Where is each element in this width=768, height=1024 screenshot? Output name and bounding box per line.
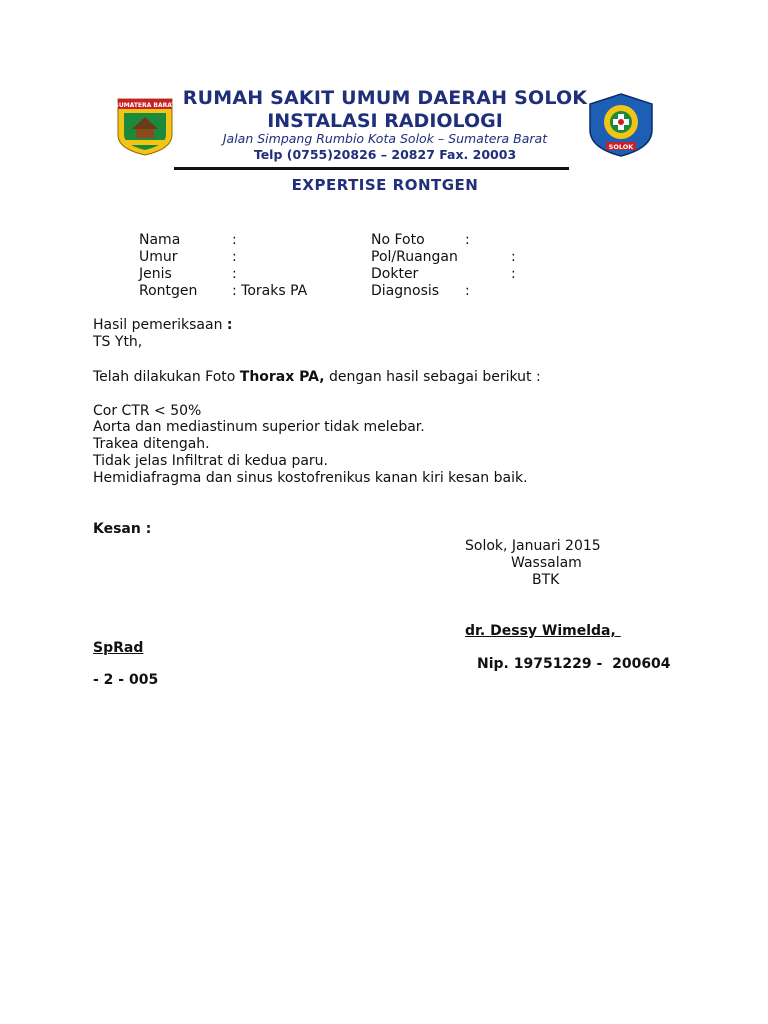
- finding-line: Cor CTR < 50%: [93, 403, 202, 419]
- pol-ruangan-label: Pol/Ruangan: [371, 249, 458, 265]
- right-logo-text: SOLOK: [608, 143, 634, 151]
- nama-label: Nama: [139, 232, 181, 248]
- hasil-pemeriksaan: [93, 317, 233, 333]
- greeting: TS Yth,: [93, 334, 143, 350]
- installation-name: INSTALASI RADIOLOGI: [267, 110, 503, 132]
- nama-separator: :: [232, 232, 237, 248]
- rontgen-label: Rontgen: [139, 283, 198, 299]
- closing: Wassalam: [511, 555, 582, 571]
- diagnosis-separator: :: [465, 283, 470, 299]
- hasil-colon: :: [226, 317, 233, 333]
- header-divider: [174, 167, 569, 170]
- jenis-separator: :: [232, 266, 237, 282]
- finding-line: Aorta dan mediastinum superior tidak melebar.: [93, 419, 425, 435]
- no-foto-label: No Foto: [371, 232, 425, 248]
- document-title: EXPERTISE RONTGEN: [291, 176, 479, 194]
- diagnosis-label: Diagnosis: [371, 283, 440, 299]
- rontgen-value: : Toraks PA: [232, 283, 308, 299]
- umur-separator: :: [232, 249, 237, 265]
- finding-line: Tidak jelas Infiltrat di kedua paru.: [93, 453, 329, 469]
- left-logo-text: SUMATERA BARAT: [114, 102, 176, 109]
- dokter-separator: :: [511, 266, 516, 282]
- doctor-title: SpRad: [93, 640, 144, 656]
- doctor-name: dr. Dessy Wimelda,: [465, 623, 621, 639]
- intro-line: [93, 369, 541, 385]
- kesan-label: Kesan :: [93, 521, 152, 537]
- hospital-phone: Telp (0755)20826 – 20827 Fax. 20003: [253, 147, 517, 162]
- dokter-label: Dokter: [371, 266, 419, 282]
- finding-line: Hemidiafragma dan sinus kostofrenikus kanan kiri kesan baik.: [93, 470, 528, 486]
- doctor-nip: Nip. 19751229 - 200604: [477, 656, 671, 672]
- place-date: Solok, Januari 2015: [465, 538, 601, 554]
- hasil-label: Hasil pemeriksaan: [93, 317, 223, 333]
- intro-post: dengan hasil sebagai berikut :: [324, 369, 541, 385]
- hospital-name: RUMAH SAKIT UMUM DAERAH SOLOK: [182, 87, 588, 109]
- intro-pre: Telah dilakukan Foto: [93, 369, 240, 385]
- no-foto-separator: :: [465, 232, 470, 248]
- umur-label: Umur: [139, 249, 178, 265]
- pol-ruangan-separator: :: [511, 249, 516, 265]
- hospital-address: Jalan Simpang Rumbio Kota Solok – Sumatera Barat: [222, 131, 548, 146]
- intro-bold: Thorax PA,: [239, 369, 325, 385]
- department: BTK: [532, 572, 560, 588]
- jenis-label: Jenis: [139, 266, 172, 282]
- finding-line: Trakea ditengah.: [93, 436, 210, 452]
- doctor-nip-continued: - 2 - 005: [93, 672, 159, 688]
